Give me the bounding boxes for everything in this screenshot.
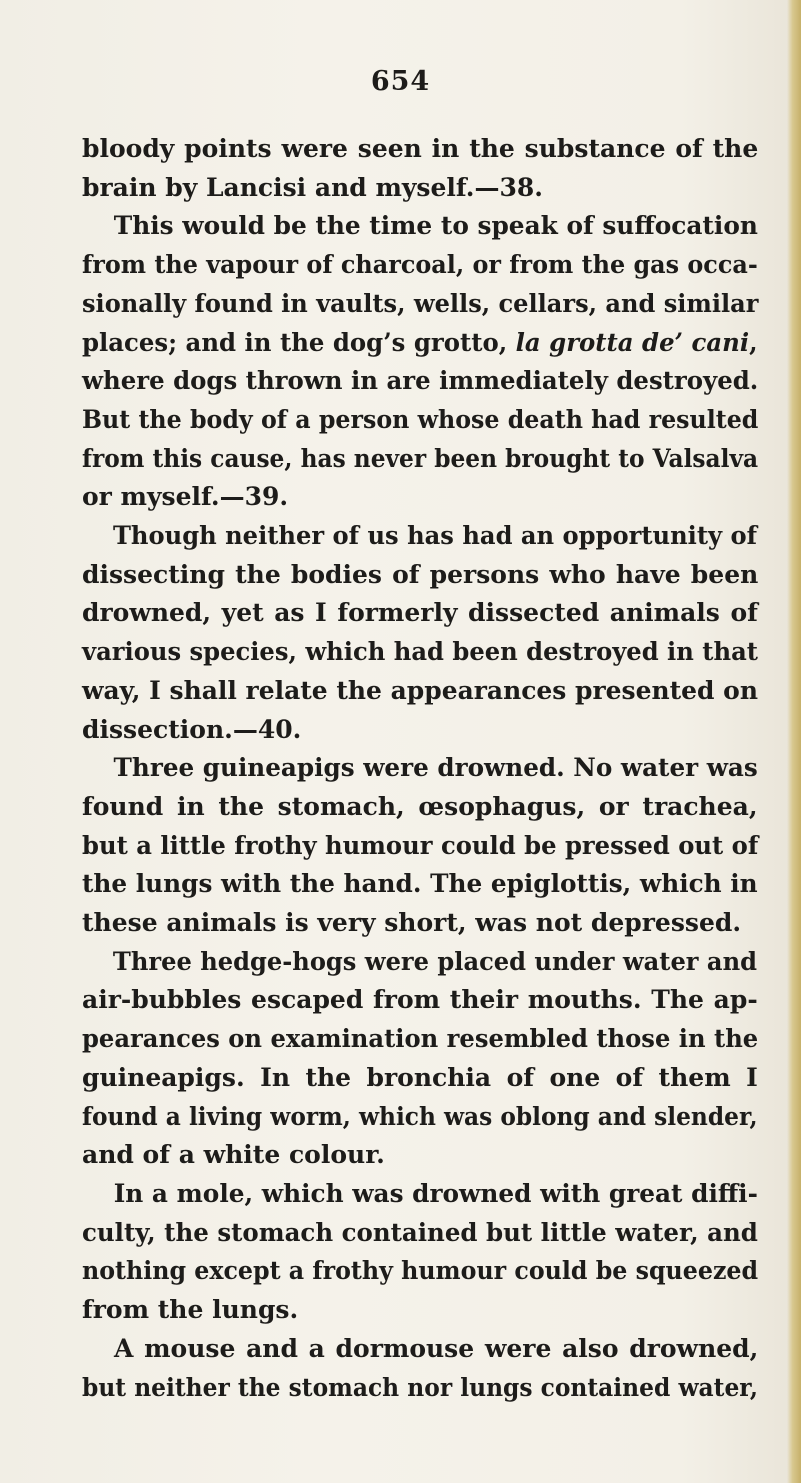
text-line: Three hedge-hogs were placed under water and [112, 946, 758, 976]
body-text [82, 130, 758, 1407]
text-line: and of a white colour. [82, 1140, 385, 1170]
text-line: the lungs with the hand. The epiglottis, which in [82, 869, 758, 899]
text-line: drowned, yet as I formerly dissected animals of [82, 598, 758, 628]
text-line: where dogs thrown in are immediately destroyed. [82, 366, 759, 396]
text-line: A mouse and a dormouse were also drowned, [114, 1333, 759, 1363]
text-line: from the vapour of charcoal, or from the gas occa- [82, 250, 758, 280]
paragraph-4 [82, 749, 758, 943]
text-line: various species, which had been destroyed in that [82, 637, 758, 667]
text-line: places; and in the dog’s grotto, la grotta de’ cani, [82, 327, 758, 357]
text-line: guineapigs. In the bronchia of one of them I [82, 1062, 758, 1092]
italic-phrase: la grotta de’ cani [515, 327, 750, 357]
text-line: Though neither of us has had an opportunity of [112, 521, 758, 551]
text-line: This would be the time to speak of suffocation [113, 211, 758, 241]
text-line: brain by Lancisi and myself.—38. [82, 172, 543, 202]
text-line: or myself.—39. [82, 482, 289, 512]
text-line: culty, the stomach contained but little water, and [82, 1217, 758, 1247]
paragraph-2 [82, 207, 758, 517]
page-number: 654 [370, 66, 431, 97]
text-line: dissection.—40. [82, 714, 302, 744]
text-line: way, I shall relate the appearances presented on [82, 675, 758, 705]
text-line: In a mole, which was drowned with great diffi- [113, 1178, 758, 1208]
text-line: found in the stomach, œsophagus, or trachea, [82, 791, 758, 821]
paragraph-6 [82, 1175, 758, 1330]
paragraph-7 [82, 1330, 758, 1407]
text-line: dissecting the bodies of persons who have been [82, 559, 759, 589]
text-line: from the lungs. [82, 1295, 299, 1325]
paragraph-5 [82, 943, 758, 1175]
text-line: but neither the stomach nor lungs contained water, [82, 1372, 759, 1402]
text-line: pearances on examination resembled those in the [82, 1024, 759, 1054]
text-line: these animals is very short, was not depressed. [82, 908, 742, 938]
paragraph-1 [82, 130, 758, 207]
paragraph-3 [82, 517, 758, 749]
text-line: sionally found in vaults, wells, cellars, and similar [82, 288, 759, 318]
text-line: But the body of a person whose death had resulted [82, 404, 759, 434]
text-line: from this cause, has never been brought to Valsalva [82, 443, 759, 473]
text-line: bloody points were seen in the substance of the [82, 134, 759, 163]
text-line: found a living worm, which was oblong and slender, [82, 1101, 758, 1131]
page-edge-shadow [787, 0, 801, 1483]
text-line: but a little frothy humour could be pressed out of [82, 830, 759, 860]
text-line: air-bubbles escaped from their mouths. The ap- [82, 985, 758, 1015]
text-line: Three guineapigs were drowned. No water was [113, 753, 758, 783]
text-line: nothing except a frothy humour could be squeezed [82, 1256, 759, 1286]
